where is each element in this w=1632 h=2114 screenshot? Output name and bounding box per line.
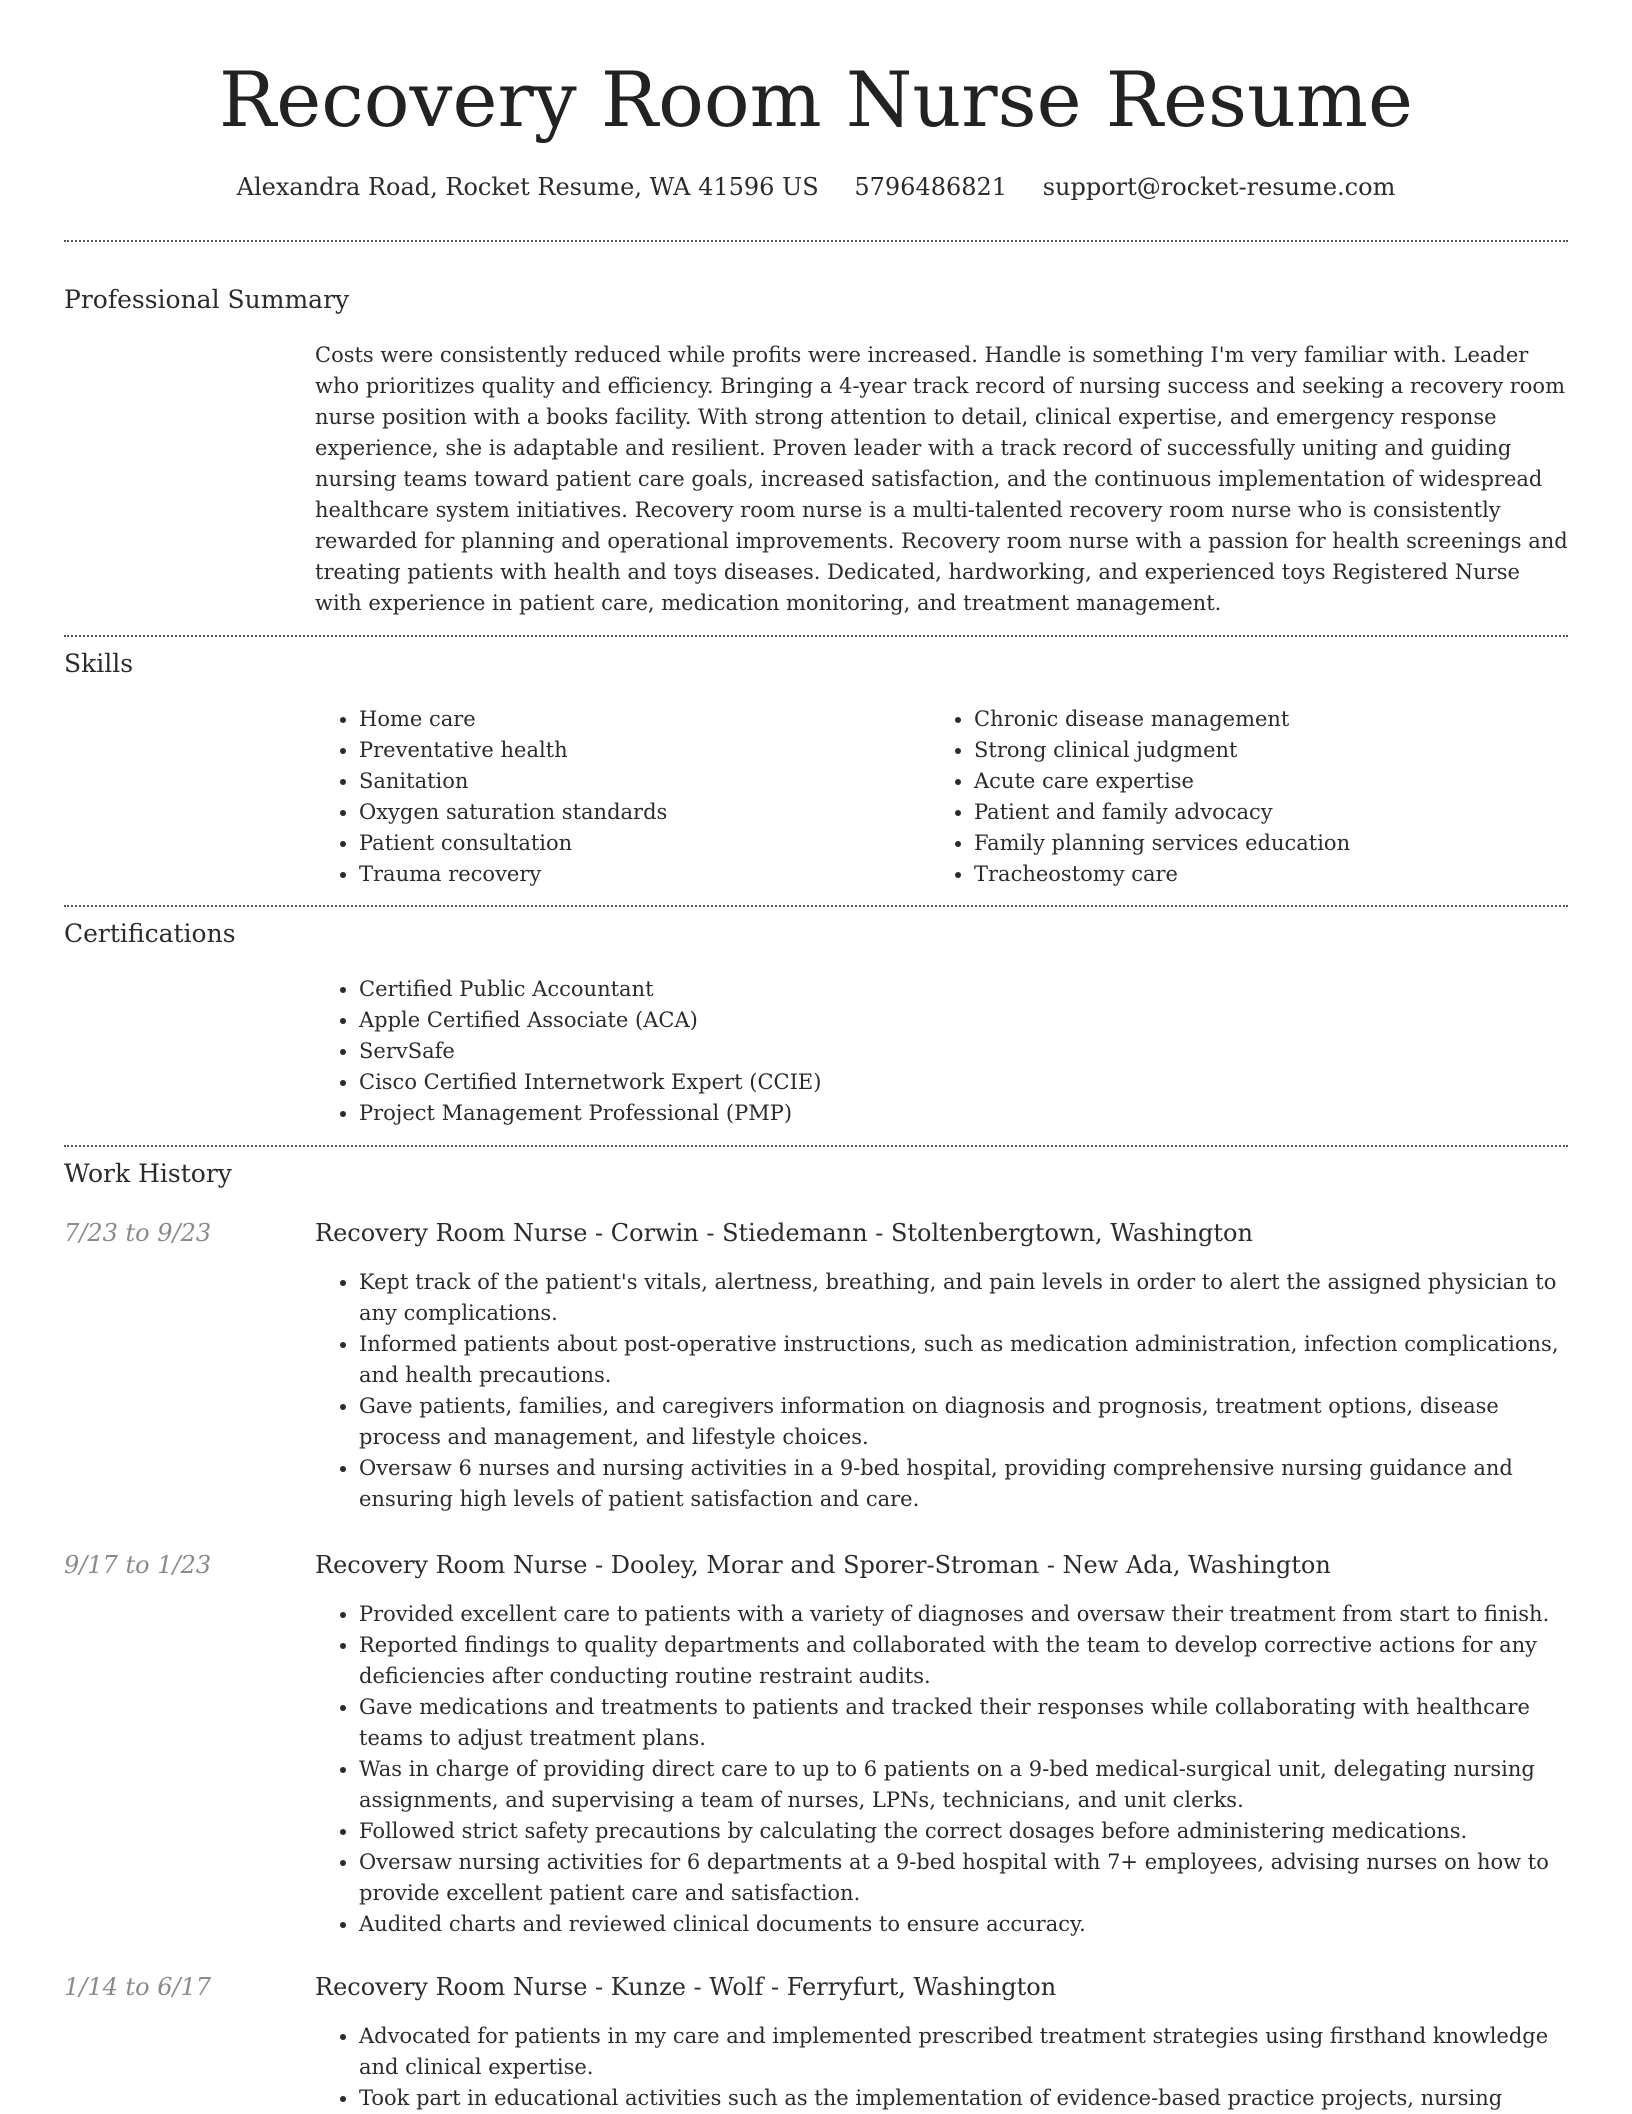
job-bullet: • Audited charts and reviewed clinical documents to ensure accuracy. bbox=[359, 1909, 1570, 1940]
contact-line bbox=[0, 170, 1632, 204]
skill-item: • Trauma recovery bbox=[359, 859, 959, 890]
divider bbox=[64, 635, 1568, 637]
job-bullet: • Oversaw nursing activities for 6 departments at a 9-bed hospital with 7+ employees, advising nurses on how to provide excellent patient care and satisfaction. bbox=[359, 1847, 1570, 1909]
skill-item: • Tracheostomy care bbox=[974, 859, 1574, 890]
job-bullets bbox=[315, 1267, 1570, 1515]
section-title-certifications: Certifications bbox=[64, 919, 236, 948]
contact-email: support@rocket-resume.com bbox=[1042, 173, 1396, 201]
job-bullet: • Informed patients about post-operative instructions, such as medication administration, infection complications, and health precautions. bbox=[359, 1329, 1570, 1391]
section-title-skills: Skills bbox=[64, 649, 134, 678]
certification-item: • Certified Public Accountant bbox=[359, 974, 1559, 1005]
skill-item: • Sanitation bbox=[359, 766, 959, 797]
section-title-work-history: Work History bbox=[64, 1159, 232, 1188]
skill-item: • Patient consultation bbox=[359, 828, 959, 859]
skills-list-right bbox=[930, 704, 1574, 890]
job-bullet: • Reported findings to quality departments and collaborated with the team to develop corrective actions for any deficiencies after conducting routine restraint audits. bbox=[359, 1630, 1570, 1692]
skills-list-left bbox=[315, 704, 959, 890]
contact-address: Alexandra Road, Rocket Resume, WA 41596 US bbox=[236, 173, 819, 201]
certification-item: • Project Management Professional (PMP) bbox=[359, 1098, 1559, 1129]
job-dates: 7/23 to 9/23 bbox=[64, 1219, 212, 1247]
job-bullet: • Oversaw 6 nurses and nursing activities in a 9-bed hospital, providing comprehensive nursing guidance and ensuring high levels of patient satisfaction and care. bbox=[359, 1453, 1570, 1515]
skill-item: • Family planning services education bbox=[974, 828, 1574, 859]
job-dates: 9/17 to 1/23 bbox=[64, 1551, 212, 1579]
job-title: Recovery Room Nurse - Corwin - Stiedemann - Stoltenbergtown, Washington bbox=[315, 1219, 1253, 1247]
job-bullets bbox=[315, 1599, 1570, 1940]
skill-item: • Patient and family advocacy bbox=[974, 797, 1574, 828]
skill-item: • Strong clinical judgment bbox=[974, 735, 1574, 766]
summary-text: Costs were consistently reduced while profits were increased. Handle is something I'm very familiar with. Leader who prioritizes quality and efficiency. Bringing a 4-year track record of nursing success and seeking a recovery room nurse position with a books facility. With strong attention to detail, clinical expertise, and emergency response experience, she is adaptable and resilient. Proven leader with a track record of successfully uniting and guiding nursing teams toward patient care goals, increased satisfaction, and the continuous implementation of widespread healthcare system initiatives. Recovery room nurse is a multi-talented recovery room nurse who is consistently rewarded for planning and operational improvements. Recovery room nurse with a passion for health screenings and treating patients with health and toys diseases. Dedicated, hardworking, and experienced toys Registered Nurse with experience in patient care, medication monitoring, and treatment management. bbox=[315, 343, 1568, 615]
skill-item: • Chronic disease management bbox=[974, 704, 1574, 735]
divider bbox=[64, 905, 1568, 907]
skill-item: • Oxygen saturation standards bbox=[359, 797, 959, 828]
job-bullet: • Was in charge of providing direct care to up to 6 patients on a 9-bed medical-surgical unit, delegating nursing assignments, and supervising a team of nurses, LPNs, technicians, and unit clerks. bbox=[359, 1754, 1570, 1816]
job-bullet: • Followed strict safety precautions by calculating the correct dosages before administering medications. bbox=[359, 1816, 1570, 1847]
job-dates: 1/14 to 6/17 bbox=[64, 1973, 212, 2001]
job-bullet: • Gave patients, families, and caregivers information on diagnosis and prognosis, treatment options, disease process and management, and lifestyle choices. bbox=[359, 1391, 1570, 1453]
certification-item: • Cisco Certified Internetwork Expert (CCIE) bbox=[359, 1067, 1559, 1098]
resume-title: Recovery Room Nurse Resume bbox=[219, 55, 1413, 144]
section-title-summary: Professional Summary bbox=[64, 285, 350, 314]
contact-phone: 5796486821 bbox=[854, 173, 1008, 201]
divider bbox=[64, 1145, 1568, 1147]
job-title: Recovery Room Nurse - Dooley, Morar and Sporer-Stroman - New Ada, Washington bbox=[315, 1551, 1331, 1579]
skill-item: • Preventative health bbox=[359, 735, 959, 766]
certifications-list bbox=[315, 974, 1559, 1129]
job-bullet: • Took part in educational activities such as the implementation of evidence-based practice projects, nursing bbox=[359, 2083, 1570, 2114]
divider bbox=[64, 240, 1568, 242]
job-bullet: • Advocated for patients in my care and implemented prescribed treatment strategies using firsthand knowledge and clinical expertise. bbox=[359, 2021, 1570, 2083]
certification-item: • Apple Certified Associate (ACA) bbox=[359, 1005, 1559, 1036]
job-bullet: • Gave medications and treatments to patients and tracked their responses while collaborating with healthcare teams to adjust treatment plans. bbox=[359, 1692, 1570, 1754]
certification-item: • ServSafe bbox=[359, 1036, 1559, 1067]
job-title: Recovery Room Nurse - Kunze - Wolf - Ferryfurt, Washington bbox=[315, 1973, 1057, 2001]
job-bullets bbox=[315, 2021, 1570, 2114]
skill-item: • Home care bbox=[359, 704, 959, 735]
skill-item: • Acute care expertise bbox=[974, 766, 1574, 797]
job-bullet: • Provided excellent care to patients with a variety of diagnoses and oversaw their treatment from start to finish. bbox=[359, 1599, 1570, 1630]
job-bullet: • Kept track of the patient's vitals, alertness, breathing, and pain levels in order to alert the assigned physician to any complications. bbox=[359, 1267, 1570, 1329]
